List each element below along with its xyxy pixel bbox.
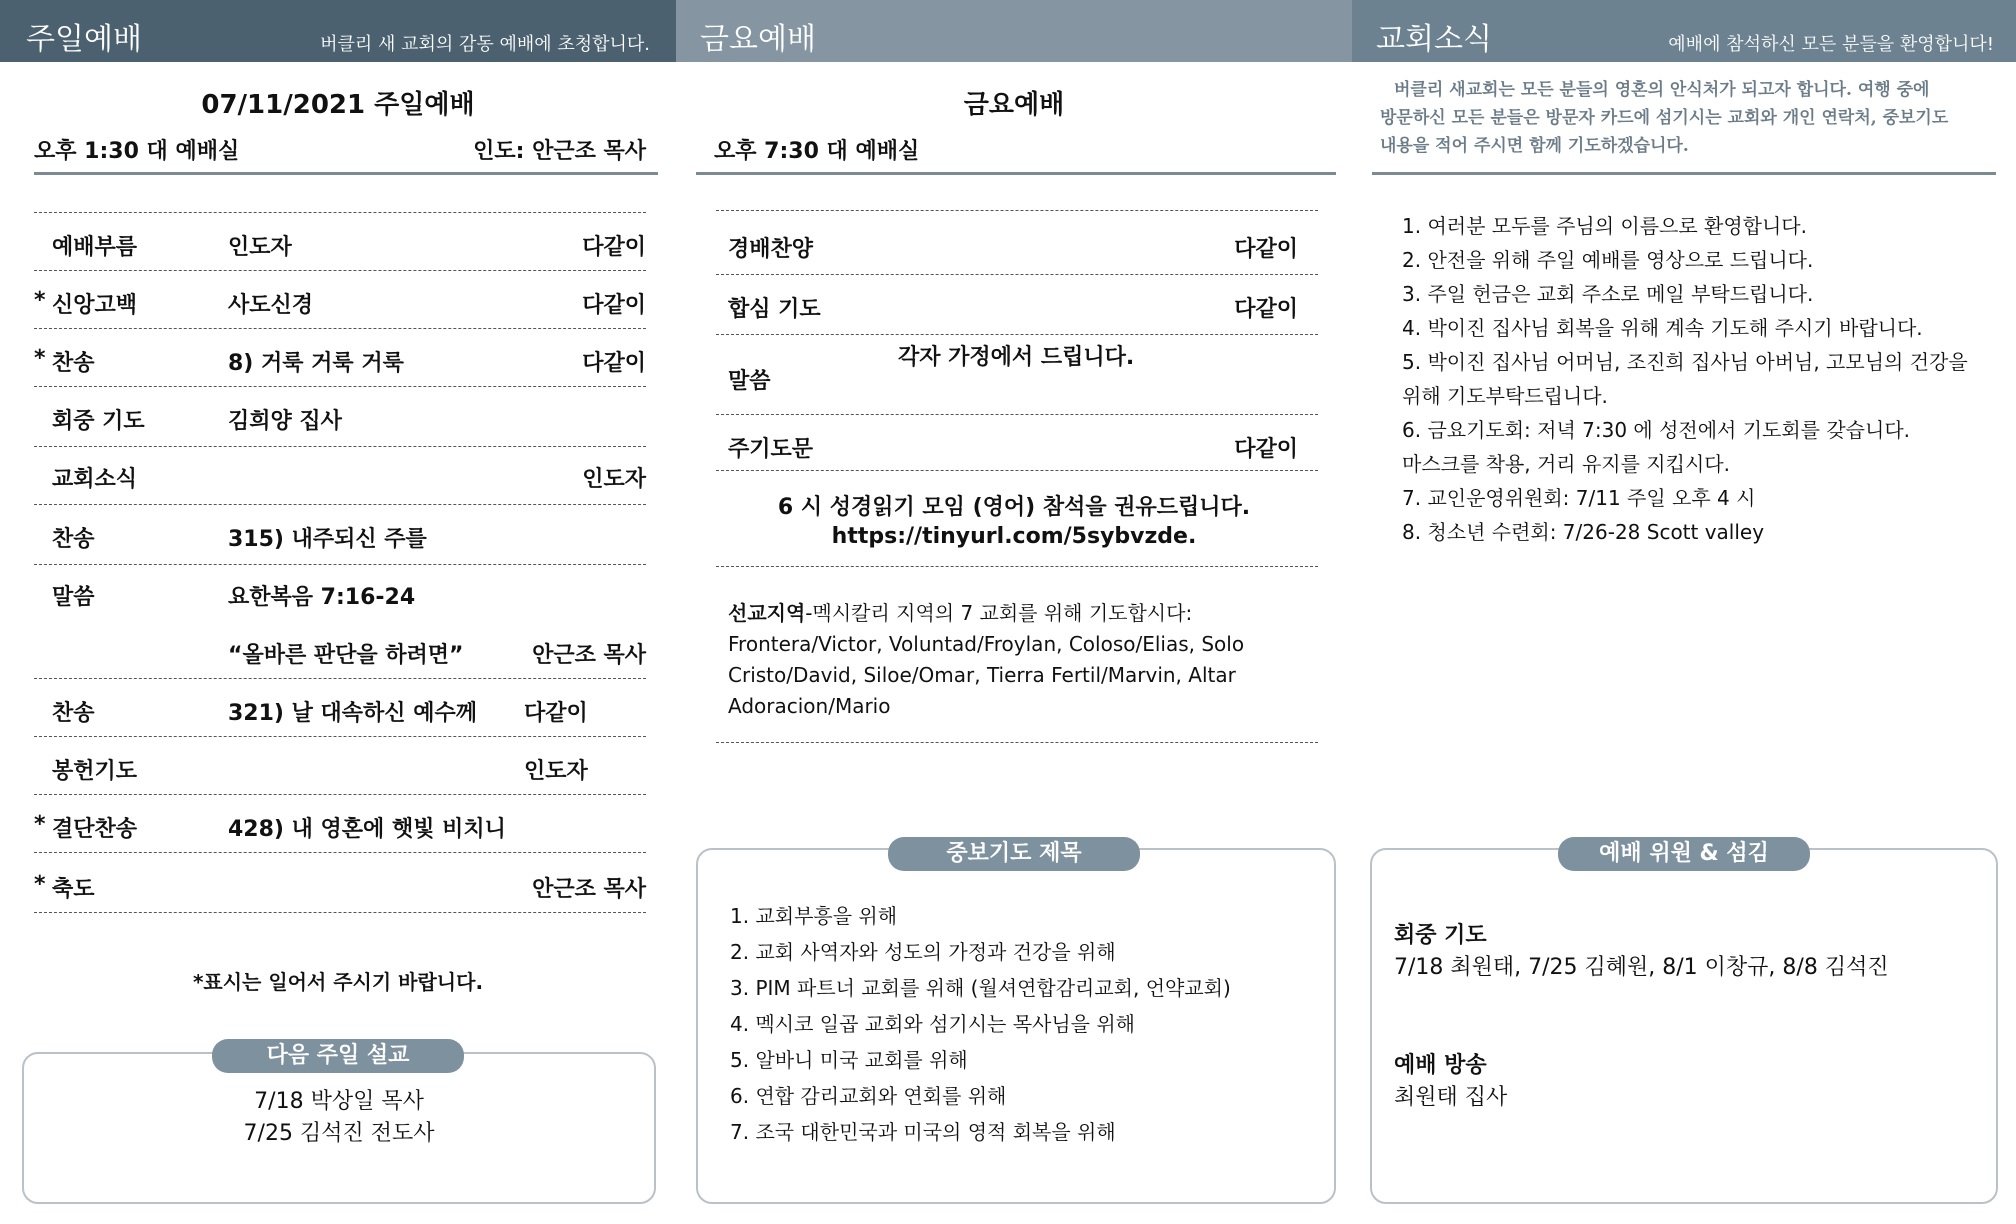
order-divider	[34, 386, 646, 387]
order-star: *	[34, 812, 46, 837]
order-item: 봉헌기도	[52, 759, 138, 784]
sunday-panel	[0, 0, 676, 1224]
intercession-item: 3. PIM 파트너 교회를 위해 (월셔연합감리교회, 언약교회)	[730, 976, 1231, 1000]
friday-title: 금요예배	[963, 90, 1065, 120]
broadcast-title: 예배 방송	[1394, 1053, 1487, 1078]
intercession-item: 6. 연합 감리교회와 연회를 위해	[730, 1084, 1007, 1108]
sunday-order-top-divider	[34, 212, 646, 213]
friday-divider	[716, 274, 1318, 275]
intercession-box	[696, 848, 1336, 1204]
news-item: 5. 박이진 집사님 어머님, 조진희 집사님 아버님, 고모님의 건강을	[1402, 350, 1968, 374]
news-item: 4. 박이진 집사님 회복을 위해 계속 기도해 주시기 바랍니다.	[1402, 316, 1923, 340]
mission-block	[728, 598, 1244, 722]
intercession-item: 4. 멕시코 일곱 교회와 섬기시는 목사님을 위해	[730, 1012, 1135, 1036]
friday-divider	[716, 334, 1318, 335]
sunday-header-title: 주일예배	[26, 22, 142, 57]
sunday-leader: 인도: 안근조 목사	[473, 139, 646, 164]
sunday-title: 07/11/2021 주일예배	[201, 90, 475, 120]
friday-item: 합심 기도	[728, 297, 821, 322]
order-detail: 요한복음 7:16-24	[228, 585, 416, 610]
order-item: 찬송	[52, 527, 95, 552]
congregational-prayer-text: 7/18 최원태, 7/25 김혜원, 8/1 이창규, 8/8 김석진	[1394, 955, 1889, 980]
intercession-item: 5. 알바니 미국 교회를 위해	[730, 1048, 968, 1072]
news-item: 2. 안전을 위해 주일 예배를 영상으로 드립니다.	[1402, 248, 1814, 272]
mission-line: Cristo/David, Siloe/Omar, Tierra Fertil/Marvin, Altar	[728, 663, 1236, 687]
sunday-title-divider	[34, 172, 658, 175]
order-divider	[34, 446, 646, 447]
order-detail: 321) 날 대속하신 예수께	[228, 701, 477, 726]
order-who: 안근조 목사	[532, 643, 646, 668]
order-divider	[34, 736, 646, 737]
friday-item: 주기도문	[728, 437, 814, 462]
next-sermon-line: 7/25 김석진 전도사	[243, 1121, 435, 1146]
news-item: 8. 청소년 수련회: 7/26-28 Scott valley	[1402, 520, 1765, 544]
friday-who: 다같이	[1234, 437, 1298, 462]
news-divider	[1372, 172, 1996, 175]
friday-divider	[716, 470, 1318, 471]
mission-line: Frontera/Victor, Voluntad/Froylan, Coloso/Elias, Solo	[728, 632, 1245, 656]
friday-order-top-divider	[716, 210, 1318, 211]
sunday-header	[0, 0, 676, 62]
order-divider	[34, 794, 646, 795]
order-divider	[34, 270, 646, 271]
order-item: 회중 기도	[52, 409, 145, 434]
mission-label: 선교지역	[728, 601, 806, 625]
order-detail: 인도자	[228, 235, 292, 260]
order-detail: 사도신경	[228, 293, 314, 318]
order-divider	[34, 678, 646, 679]
order-item: 축도	[52, 877, 95, 902]
intro-line: 방문하신 모든 분들은 방문자 카드에 섬기시는 교회와 개인 연락처, 중보기도	[1380, 108, 1949, 128]
intercession-item: 7. 조국 대한민국과 미국의 영적 회복을 위해	[730, 1120, 1116, 1144]
order-item: 결단찬송	[52, 817, 138, 842]
friday-item: 말씀	[728, 369, 771, 394]
intercession-item: 2. 교회 사역자와 성도의 가정과 건강을 위해	[730, 940, 1116, 964]
order-divider	[34, 852, 646, 853]
order-star: *	[34, 288, 46, 313]
friday-divider	[716, 414, 1318, 415]
next-sermon-line: 7/18 박상일 목사	[254, 1089, 424, 1114]
friday-item: 경배찬양	[728, 237, 814, 262]
congregational-prayer-title: 회중 기도	[1394, 923, 1487, 948]
order-who: 다같이	[582, 351, 646, 376]
friday-time-place: 오후 7:30 대 예배실	[714, 139, 920, 164]
bible-reading-link[interactable]: https://tinyurl.com/5sybvzde.	[831, 524, 1197, 549]
news-panel	[1352, 0, 2016, 1224]
standing-note: *표시는 일어서 주시기 바랍니다.	[192, 970, 484, 994]
order-star: *	[34, 346, 46, 371]
mission-line: -멕시칼리 지역의 7 교회를 위해 기도합시다:	[805, 601, 1193, 625]
order-divider	[34, 328, 646, 329]
friday-divider	[716, 742, 1318, 743]
order-who: 안근조 목사	[532, 877, 646, 902]
news-item: 3. 주일 헌금은 교회 주소로 메일 부탁드립니다.	[1402, 282, 1814, 306]
order-item: 신앙고백	[52, 293, 138, 318]
friday-header-title: 금요예배	[700, 22, 816, 57]
sunday-time-place: 오후 1:30 대 예배실	[34, 139, 240, 164]
friday-panel	[676, 0, 1352, 1224]
intercession-label: 중보기도 제목	[888, 837, 1140, 871]
news-header-subtitle: 예배에 참석하신 모든 분들을 환영합니다!	[1668, 34, 1994, 55]
order-item: 예배부름	[52, 235, 138, 260]
intercession-item: 1. 교회부흥을 위해	[730, 904, 898, 928]
order-who: 다같이	[524, 701, 588, 726]
order-who: 다같이	[582, 293, 646, 318]
order-item: 교회소식	[52, 467, 138, 492]
staff-label: 예배 위원 & 섬김	[1558, 837, 1810, 871]
mission-line: Adoracion/Mario	[728, 694, 891, 718]
friday-divider	[716, 566, 1318, 567]
bible-reading-note: 6 시 성경읽기 모임 (영어) 참석을 권유드립니다.	[777, 495, 1251, 520]
home-worship-note: 각자 가정에서 드립니다.	[898, 345, 1135, 370]
next-sermon-box	[22, 1052, 656, 1204]
order-item: 찬송	[52, 701, 95, 726]
friday-who: 다같이	[1234, 297, 1298, 322]
order-detail: “올바른 판단을 하려면”	[228, 643, 464, 668]
order-detail: 428) 내 영혼에 햇빛 비치니	[228, 817, 506, 842]
order-detail: 315) 내주되신 주를	[228, 527, 427, 552]
welcome-intro	[1380, 76, 1948, 160]
friday-who: 다같이	[1234, 237, 1298, 262]
news-item: 6. 금요기도회: 저녁 7:30 에 성전에서 기도회를 갖습니다.	[1402, 418, 1910, 442]
order-item: 말씀	[52, 585, 95, 610]
order-detail: 김희양 집사	[228, 409, 342, 434]
order-who: 인도자	[524, 759, 588, 784]
friday-header	[676, 0, 1352, 62]
order-item: 찬송	[52, 351, 95, 376]
news-header-title: 교회소식	[1376, 22, 1492, 57]
news-item: 1. 여러분 모두를 주님의 이름으로 환영합니다.	[1402, 214, 1807, 238]
news-item: 7. 교인운영위원회: 7/11 주일 오후 4 시	[1402, 486, 1756, 510]
order-who: 다같이	[582, 235, 646, 260]
order-divider	[34, 504, 646, 505]
intro-line: 버클리 새교회는 모든 분들의 영혼의 안식처가 되고자 합니다. 여행 중에	[1394, 80, 1930, 100]
friday-title-divider	[696, 172, 1336, 175]
news-item: 위해 기도부탁드립니다.	[1402, 384, 1608, 408]
news-item: 마스크를 착용, 거리 유지를 지킵시다.	[1402, 452, 1730, 476]
order-star: *	[34, 872, 46, 897]
broadcast-text: 최원태 집사	[1394, 1085, 1508, 1110]
news-header	[1352, 0, 2016, 62]
order-divider	[34, 912, 646, 913]
staff-box	[1370, 848, 1998, 1204]
order-detail: 8) 거룩 거룩 거룩	[228, 351, 404, 376]
sunday-header-subtitle: 버클리 새 교회의 감동 예배에 초청합니다.	[320, 34, 650, 55]
next-sermon-label: 다음 주일 설교	[212, 1039, 464, 1073]
intro-line: 내용을 적어 주시면 함께 기도하겠습니다.	[1380, 136, 1689, 156]
order-divider	[34, 564, 646, 565]
next-sermon-list	[24, 1086, 654, 1150]
order-who: 인도자	[582, 467, 646, 492]
